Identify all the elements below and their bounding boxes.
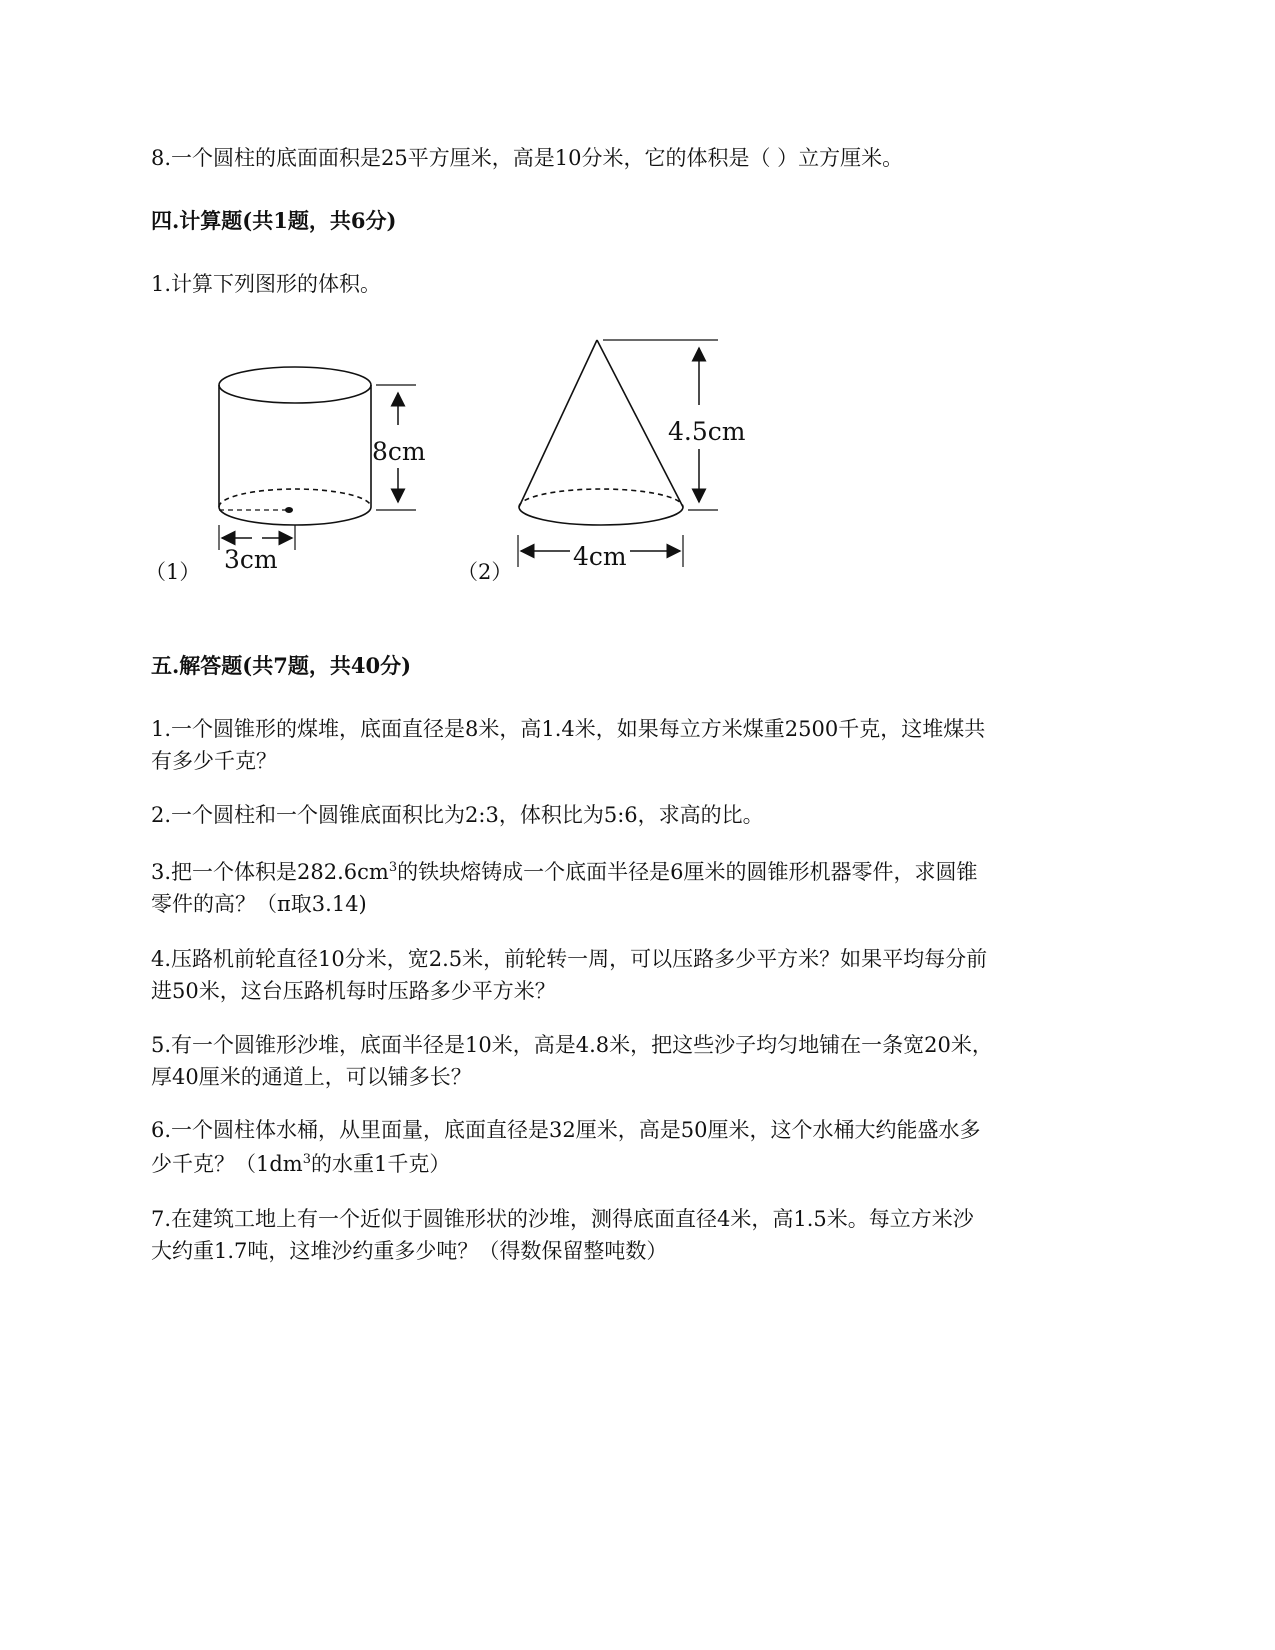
question-8: 8.一个圆柱的底面面积是25平方厘米，高是10分米，它的体积是（ ）立方厘米。 bbox=[151, 146, 904, 170]
section-5-question-5-line-2: 厚40厘米的通道上，可以铺多长？ bbox=[151, 1065, 472, 1089]
question-3-text-b: 的铁块熔铸成一个底面半径是6厘米的圆锥形机器零件，求圆锥 bbox=[397, 860, 978, 884]
question-3-text-a: 3.把一个体积是282.6cm bbox=[151, 860, 389, 884]
cone-shape bbox=[518, 340, 718, 567]
section-5-question-6-line-2 bbox=[151, 1148, 1121, 1180]
question-6-text-b: 的水重1千克） bbox=[311, 1152, 451, 1176]
section-5-question-1-line-2: 有多少千克？ bbox=[151, 749, 277, 773]
section-4-question-1: 1.计算下列图形的体积。 bbox=[151, 272, 382, 296]
section-5-question-2: 2.一个圆柱和一个圆锥底面积比为2:3，体积比为5:6，求高的比。 bbox=[151, 803, 764, 827]
cone-diameter-label: 4cm bbox=[573, 542, 627, 571]
section-5-question-6-line-1: 6.一个圆柱体水桶，从里面量，底面直径是32厘米，高是50厘米，这个水桶大约能盛水多 bbox=[151, 1118, 981, 1142]
question-6-text-a: 少千克？（1dm bbox=[151, 1152, 303, 1176]
question-6-superscript: 3 bbox=[302, 1152, 311, 1167]
section-5-question-7-line-1: 7.在建筑工地上有一个近似于圆锥形状的沙堆，测得底面直径4米，高1.5米。每立方米沙 bbox=[151, 1207, 974, 1231]
cone-height-label: 4.5cm bbox=[668, 417, 746, 446]
section-5-question-5-line-1: 5.有一个圆锥形沙堆，底面半径是10米，高是4.8米，把这些沙子均匀地铺在一条宽20米， bbox=[151, 1033, 993, 1057]
cone-figure-label: （2） bbox=[457, 560, 513, 584]
question-3-superscript: 3 bbox=[388, 860, 398, 875]
section-5-question-7-line-2: 大约重1.7吨，这堆沙约重多少吨？（得数保留整吨数） bbox=[151, 1239, 668, 1263]
section-5-question-4-line-2: 进50米，这台压路机每时压路多少平方米？ bbox=[151, 979, 556, 1003]
geometry-figure bbox=[140, 335, 820, 625]
section-5-question-4-line-1: 4.压路机前轮直径10分米，宽2.5米，前轮转一周，可以压路多少平方米？如果平均每分前 bbox=[151, 947, 988, 971]
cylinder-height-label: 8cm bbox=[372, 437, 426, 466]
section-5-question-3-line-1 bbox=[151, 856, 1121, 888]
section-4-title: 四.计算题(共1题，共6分) bbox=[151, 208, 397, 233]
cylinder-radius-label: 3cm bbox=[224, 545, 278, 574]
section-5-question-1-line-1: 1.一个圆锥形的煤堆，底面直径是8米，高1.4米，如果每立方米煤重2500千克，这堆煤共 bbox=[151, 717, 986, 741]
cylinder-figure-label: （1） bbox=[145, 560, 201, 584]
section-5-question-3-line-2: 零件的高？（π取3.14) bbox=[151, 892, 367, 916]
section-5-title: 五.解答题(共7题，共40分) bbox=[151, 653, 412, 678]
